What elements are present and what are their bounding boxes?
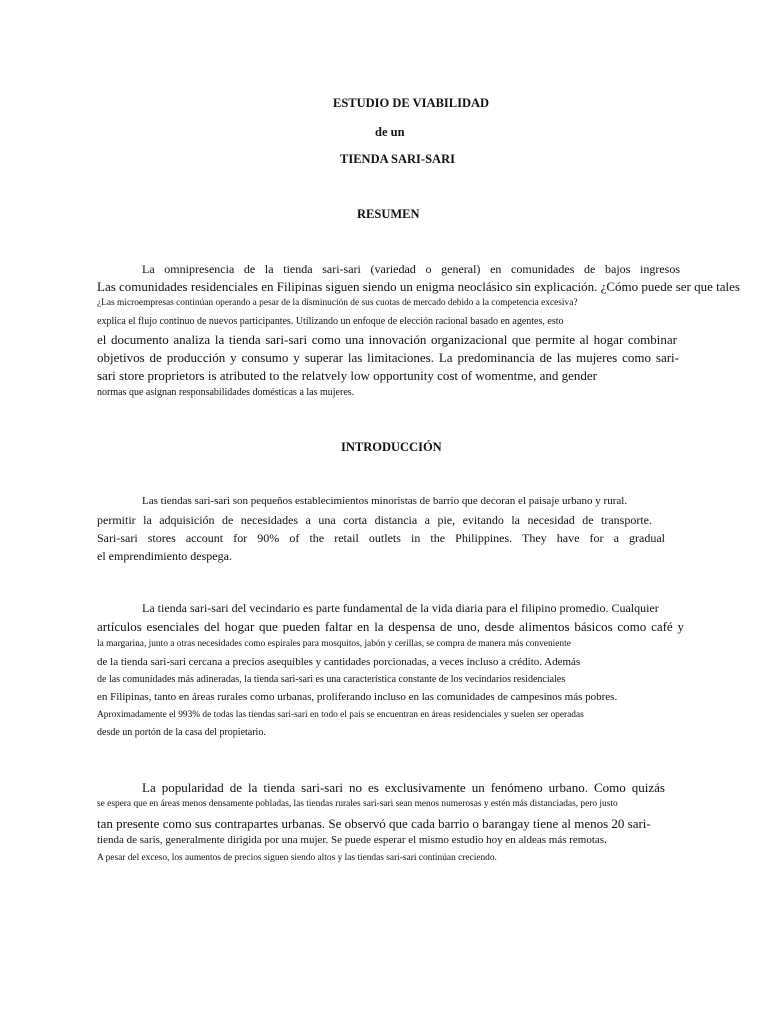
intro-p3-line: se espera que en áreas menos densamente pobladas, las tiendas rurales sari-sari sean menos numerosas y estén más distanciadas, pero justo <box>97 799 618 809</box>
intro-p2-line: artículos esenciales del hogar que pueden faltar en la despensa de uno, desde alimentos básicos como café y <box>97 619 684 634</box>
resumen-line: sari store proprietors is atributed to the relatvely low opportunity cost of womentme, and gender <box>97 368 598 383</box>
resumen-line: explica el flujo continuo de nuevos participantes. Utilizando un enfoque de elección racional basado en agentes, esto <box>97 316 564 327</box>
intro-p3-line: tan presente como sus contrapartes urbanas. Se observó que cada barrio o barangay tiene al menos 20 sari- <box>97 816 651 831</box>
intro-p1-line: permitir la adquisición de necesidades a una corta distancia a pie, evitando la necesidad de transporte. <box>97 513 652 527</box>
intro-p3-line: La popularidad de la tienda sari-sari no es exclusivamente un fenómeno urbano. Como quizás <box>142 780 665 795</box>
title-line-1: ESTUDIO DE VIABILIDAD <box>333 96 490 110</box>
intro-p1-line: el emprendimiento despega. <box>97 549 232 563</box>
intro-p1-line: Las tiendas sari-sari son pequeños establecimientos minoristas de barrio que decoran el paisaje urbano y rural. <box>142 495 628 507</box>
introduccion-heading: INTRODUCCIÓN <box>341 440 442 454</box>
title-line-3: TIENDA SARI-SARI <box>340 152 455 166</box>
intro-p2-line: de las comunidades más adineradas, la tienda sari-sari es una característica constante de los vecindarios residenciales <box>97 674 566 685</box>
intro-p3-line: A pesar del exceso, los aumentos de precios siguen siendo altos y las tiendas sari-sari continúan creciendo. <box>97 853 497 863</box>
intro-p2-line: la margarina, junto a otras necesidades como espirales para mosquitos, jabón y cerillas, se compra de manera más conveniente <box>97 639 571 649</box>
resumen-line: Las comunidades residenciales en Filipinas siguen siendo un enigma neoclásico sin explicación. ¿Cómo puede ser que tales <box>97 279 740 294</box>
intro-p1-line: Sari-sari stores account for 90% of the retail outlets in the Philippines. They have for a gradual <box>97 531 665 545</box>
resumen-line: La omnipresencia de la tienda sari-sari (variedad o general) en comunidades de bajos ingresos <box>142 262 680 276</box>
intro-p2-line: de la tienda sari-sari cercana a precios asequibles y cantidades porcionadas, a veces incluso a crédito. Además <box>97 656 581 668</box>
intro-p2-line: Aproximadamente el 993% de todas las tiendas sari-sari en todo el país se encuentran en áreas residenciales y suelen ser operadas <box>97 710 584 720</box>
intro-p2-line: desde un portón de la casa del propietario. <box>97 727 266 738</box>
title-line-2: de un <box>375 125 405 139</box>
resumen-heading: RESUMEN <box>357 207 420 221</box>
resumen-line: ¿Las microempresas continúan operando a pesar de la disminución de sus cuotas de mercado debido a la competencia excesiva? <box>97 298 578 308</box>
intro-p2-line: La tienda sari-sari del vecindario es parte fundamental de la vida diaria para el filipino promedio. Cualquier <box>142 601 659 615</box>
resumen-line: normas que asignan responsabilidades domésticas a las mujeres. <box>97 387 355 398</box>
intro-p2-line: en Filipinas, tanto en áreas rurales como urbanas, proliferando incluso en las comunidades de campesinos más pobres. <box>97 691 618 703</box>
intro-p3-line: tienda de saris, generalmente dirigida por una mujer. Se puede esperar el mismo estudio hoy en aldeas más remotas. <box>97 834 607 846</box>
resumen-line: objetivos de producción y consumo y superar las limitaciones. La predominancia de las mujeres como sari- <box>97 350 679 365</box>
resumen-line: el documento analiza la tienda sari-sari como una innovación organizacional que permite al hogar combinar <box>97 332 677 347</box>
